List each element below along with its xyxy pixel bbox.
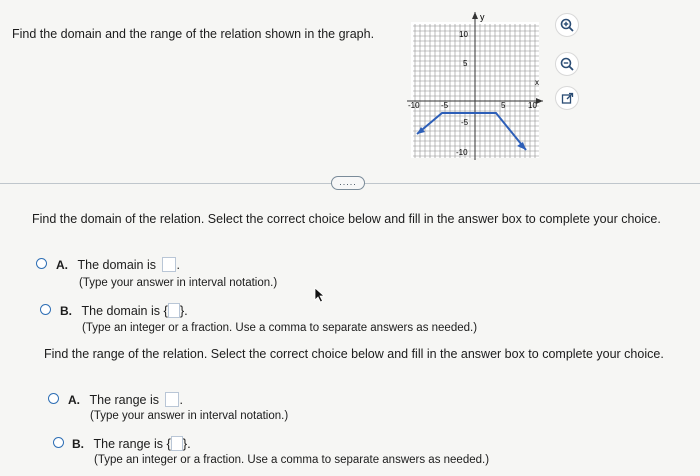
range-close-brace: }. [182,436,191,451]
x-axis-arrow [536,98,543,104]
domain-option-b-hint: (Type an integer or a fraction. Use a comma to separate answers as needed.) [82,322,478,334]
domain-option-a-hint: (Type your answer in interval notation.) [79,277,278,289]
domain-option-a-letter: A. [56,258,68,272]
x-tick-neg10: -10 [408,101,420,110]
show-more-button[interactable]: ..... [331,176,365,190]
range-option-a-text: The range is [89,393,159,407]
zoom-in-button[interactable] [555,13,579,37]
range-option-b-letter: B. [72,437,84,451]
y-axis-arrow [472,12,478,19]
range-set-input[interactable] [171,436,183,451]
domain-set-input[interactable] [168,303,180,318]
domain-open-brace: { [163,303,168,318]
range-option-a-radio[interactable] [48,393,59,404]
range-interval-input[interactable] [165,392,179,407]
y-tick-5: 5 [463,59,468,68]
range-option-a-hint: (Type your answer in interval notation.) [90,410,289,422]
x-axis-label: x [535,78,539,87]
y-tick-neg5: -5 [461,118,469,127]
relation-graph [405,10,545,162]
open-external-icon [561,92,574,105]
mouse-cursor-icon [314,287,326,303]
open-external-button[interactable] [555,86,579,110]
y-axis-label: y [480,12,485,22]
range-open-brace: { [166,436,171,451]
question-text: Find the domain and the range of the relation shown in the graph. [12,27,375,41]
zoom-in-icon [560,18,574,32]
domain-option-b-text: The domain is [81,304,160,318]
domain-prompt: Find the domain of the relation. Select the correct choice below and fill in the answer box to complete your choice. [32,212,661,226]
domain-interval-input[interactable] [162,257,176,272]
y-tick-10: 10 [459,30,468,39]
domain-option-a-radio[interactable] [36,258,47,269]
domain-option-a-text: The domain is [77,258,156,272]
range-prompt: Find the range of the relation. Select the correct choice below and fill in the answer box to complete your choice. [44,347,664,361]
range-option-a-letter: A. [68,393,80,407]
zoom-out-icon [560,57,574,71]
x-tick-neg5: -5 [441,101,449,110]
domain-option-b-letter: B. [60,304,72,318]
range-option-b-hint: (Type an integer or a fraction. Use a comma to separate answers as needed.) [94,454,490,466]
range-option-b-radio[interactable] [53,437,64,448]
domain-close-brace: }. [179,303,188,318]
x-tick-5: 5 [501,101,506,110]
x-tick-10: 10 [528,101,537,110]
y-tick-neg10: -10 [456,148,468,157]
zoom-out-button[interactable] [555,52,579,76]
range-option-b-text: The range is [93,437,163,451]
domain-option-b-radio[interactable] [40,304,51,315]
